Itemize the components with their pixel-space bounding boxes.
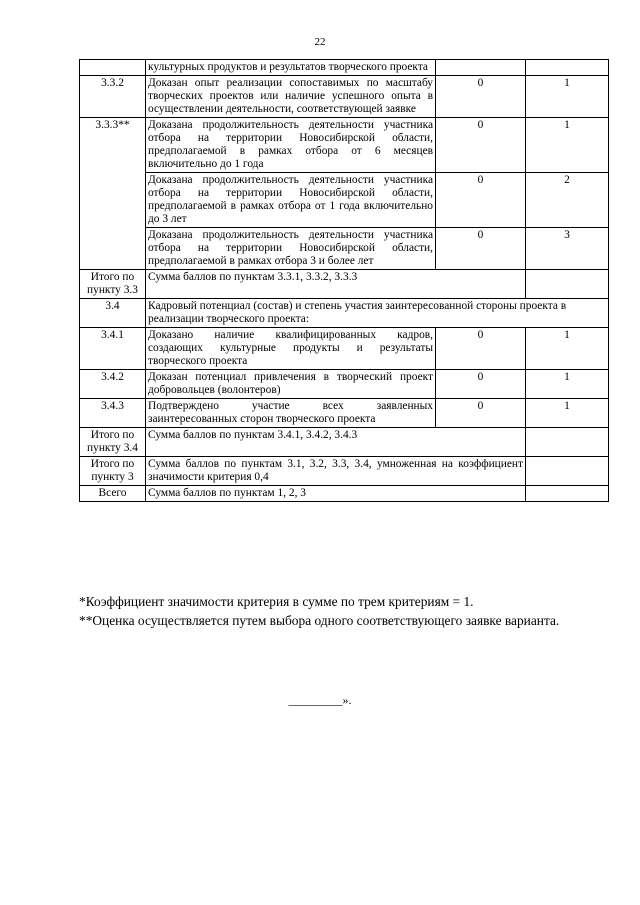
score-min: 0 — [436, 328, 526, 370]
empty-cell — [526, 428, 609, 457]
criteria-table — [79, 59, 609, 502]
row-number: Итого по пункту 3 — [80, 457, 146, 486]
row-description: Кадровый потенциал (состав) и степень участия заинтересованной стороны проекта в реализации творческого проекта: — [146, 299, 609, 328]
row-description: Доказано наличие квалифицированных кадров, создающих культурные продукты и результаты творческого проекта — [146, 328, 436, 370]
row-description: Сумма баллов по пунктам 3.1, 3.2, 3.3, 3.4, умноженная на коэффициент значимости критерия 0,4 — [146, 457, 526, 486]
row-description: Сумма баллов по пунктам 3.4.1, 3.4.2, 3.4.3 — [146, 428, 526, 457]
row-number: 3.4.2 — [80, 370, 146, 399]
row-description: Доказана продолжительность деятельности участника отбора на территории Новосибирской области, предполагаемой в рамках отбора 3 и более лет — [146, 228, 436, 270]
footnote-evaluation: **Оценка осуществляется путем выбора одного соответствующего заявке варианта. — [79, 613, 560, 628]
table-row — [80, 457, 609, 486]
row-description: Сумма баллов по пунктам 3.3.1, 3.3.2, 3.3.3 — [146, 270, 526, 299]
score-min: 0 — [436, 173, 526, 228]
row-description: Подтверждено участие всех заявленных заинтересованных сторон творческого проекта — [146, 399, 436, 428]
row-number: 3.4.3 — [80, 399, 146, 428]
score-min: 0 — [436, 76, 526, 118]
table-row — [80, 399, 609, 428]
empty-cell — [526, 270, 609, 299]
score-min: 0 — [436, 228, 526, 270]
score-min: 0 — [436, 399, 526, 428]
row-description: Доказана продолжительность деятельности участника отбора на территории Новосибирской области, предполагаемой в рамках отбора от 6 месяцев включительно до 1 года — [146, 118, 436, 173]
footnote-coefficient: *Коэффициент значимости критерия в сумме по трем критериям = 1. — [79, 594, 474, 609]
table-row — [80, 60, 609, 76]
row-description: Доказан потенциал привлечения в творческий проект добровольцев (волонтеров) — [146, 370, 436, 399]
table-row — [80, 173, 609, 228]
score-max: 2 — [526, 173, 609, 228]
row-number: Итого по пункту 3.3 — [80, 270, 146, 299]
score-max: 1 — [526, 370, 609, 399]
empty-cell — [526, 486, 609, 502]
row-number: 3.3.3** — [80, 118, 146, 270]
score-min — [436, 60, 526, 76]
score-max: 3 — [526, 228, 609, 270]
row-number: Всего — [80, 486, 146, 502]
row-description: Доказана продолжительность деятельности участника отбора на территории Новосибирской области, предполагаемой в рамках отбора от 1 года включительно до 3 лет — [146, 173, 436, 228]
table-row — [80, 228, 609, 270]
empty-cell — [526, 457, 609, 486]
footnotes — [79, 592, 609, 630]
row-description: культурных продуктов и результатов творческого проекта — [146, 60, 436, 76]
table-row — [80, 270, 609, 299]
score-max: 1 — [526, 328, 609, 370]
table-row — [80, 370, 609, 399]
score-max: 1 — [526, 399, 609, 428]
closing-line: _________». — [288, 693, 352, 707]
score-min: 0 — [436, 370, 526, 399]
row-number — [80, 60, 146, 76]
row-number: 3.4.1 — [80, 328, 146, 370]
row-description: Сумма баллов по пунктам 1, 2, 3 — [146, 486, 526, 502]
row-number: 3.3.2 — [80, 76, 146, 118]
table-row — [80, 118, 609, 173]
score-max — [526, 60, 609, 76]
score-max: 1 — [526, 76, 609, 118]
page-number: 22 — [314, 36, 326, 48]
row-description: Доказан опыт реализации сопоставимых по масштабу творческих проектов или наличие успешного опыта в осуществлении деятельности, соответствующей заявке — [146, 76, 436, 118]
score-min: 0 — [436, 118, 526, 173]
score-max: 1 — [526, 118, 609, 173]
table-row — [80, 299, 609, 328]
table-row — [80, 428, 609, 457]
table-row — [80, 486, 609, 502]
table-row — [80, 328, 609, 370]
row-number: 3.4 — [80, 299, 146, 328]
row-number: Итого по пункту 3.4 — [80, 428, 146, 457]
table-row — [80, 76, 609, 118]
